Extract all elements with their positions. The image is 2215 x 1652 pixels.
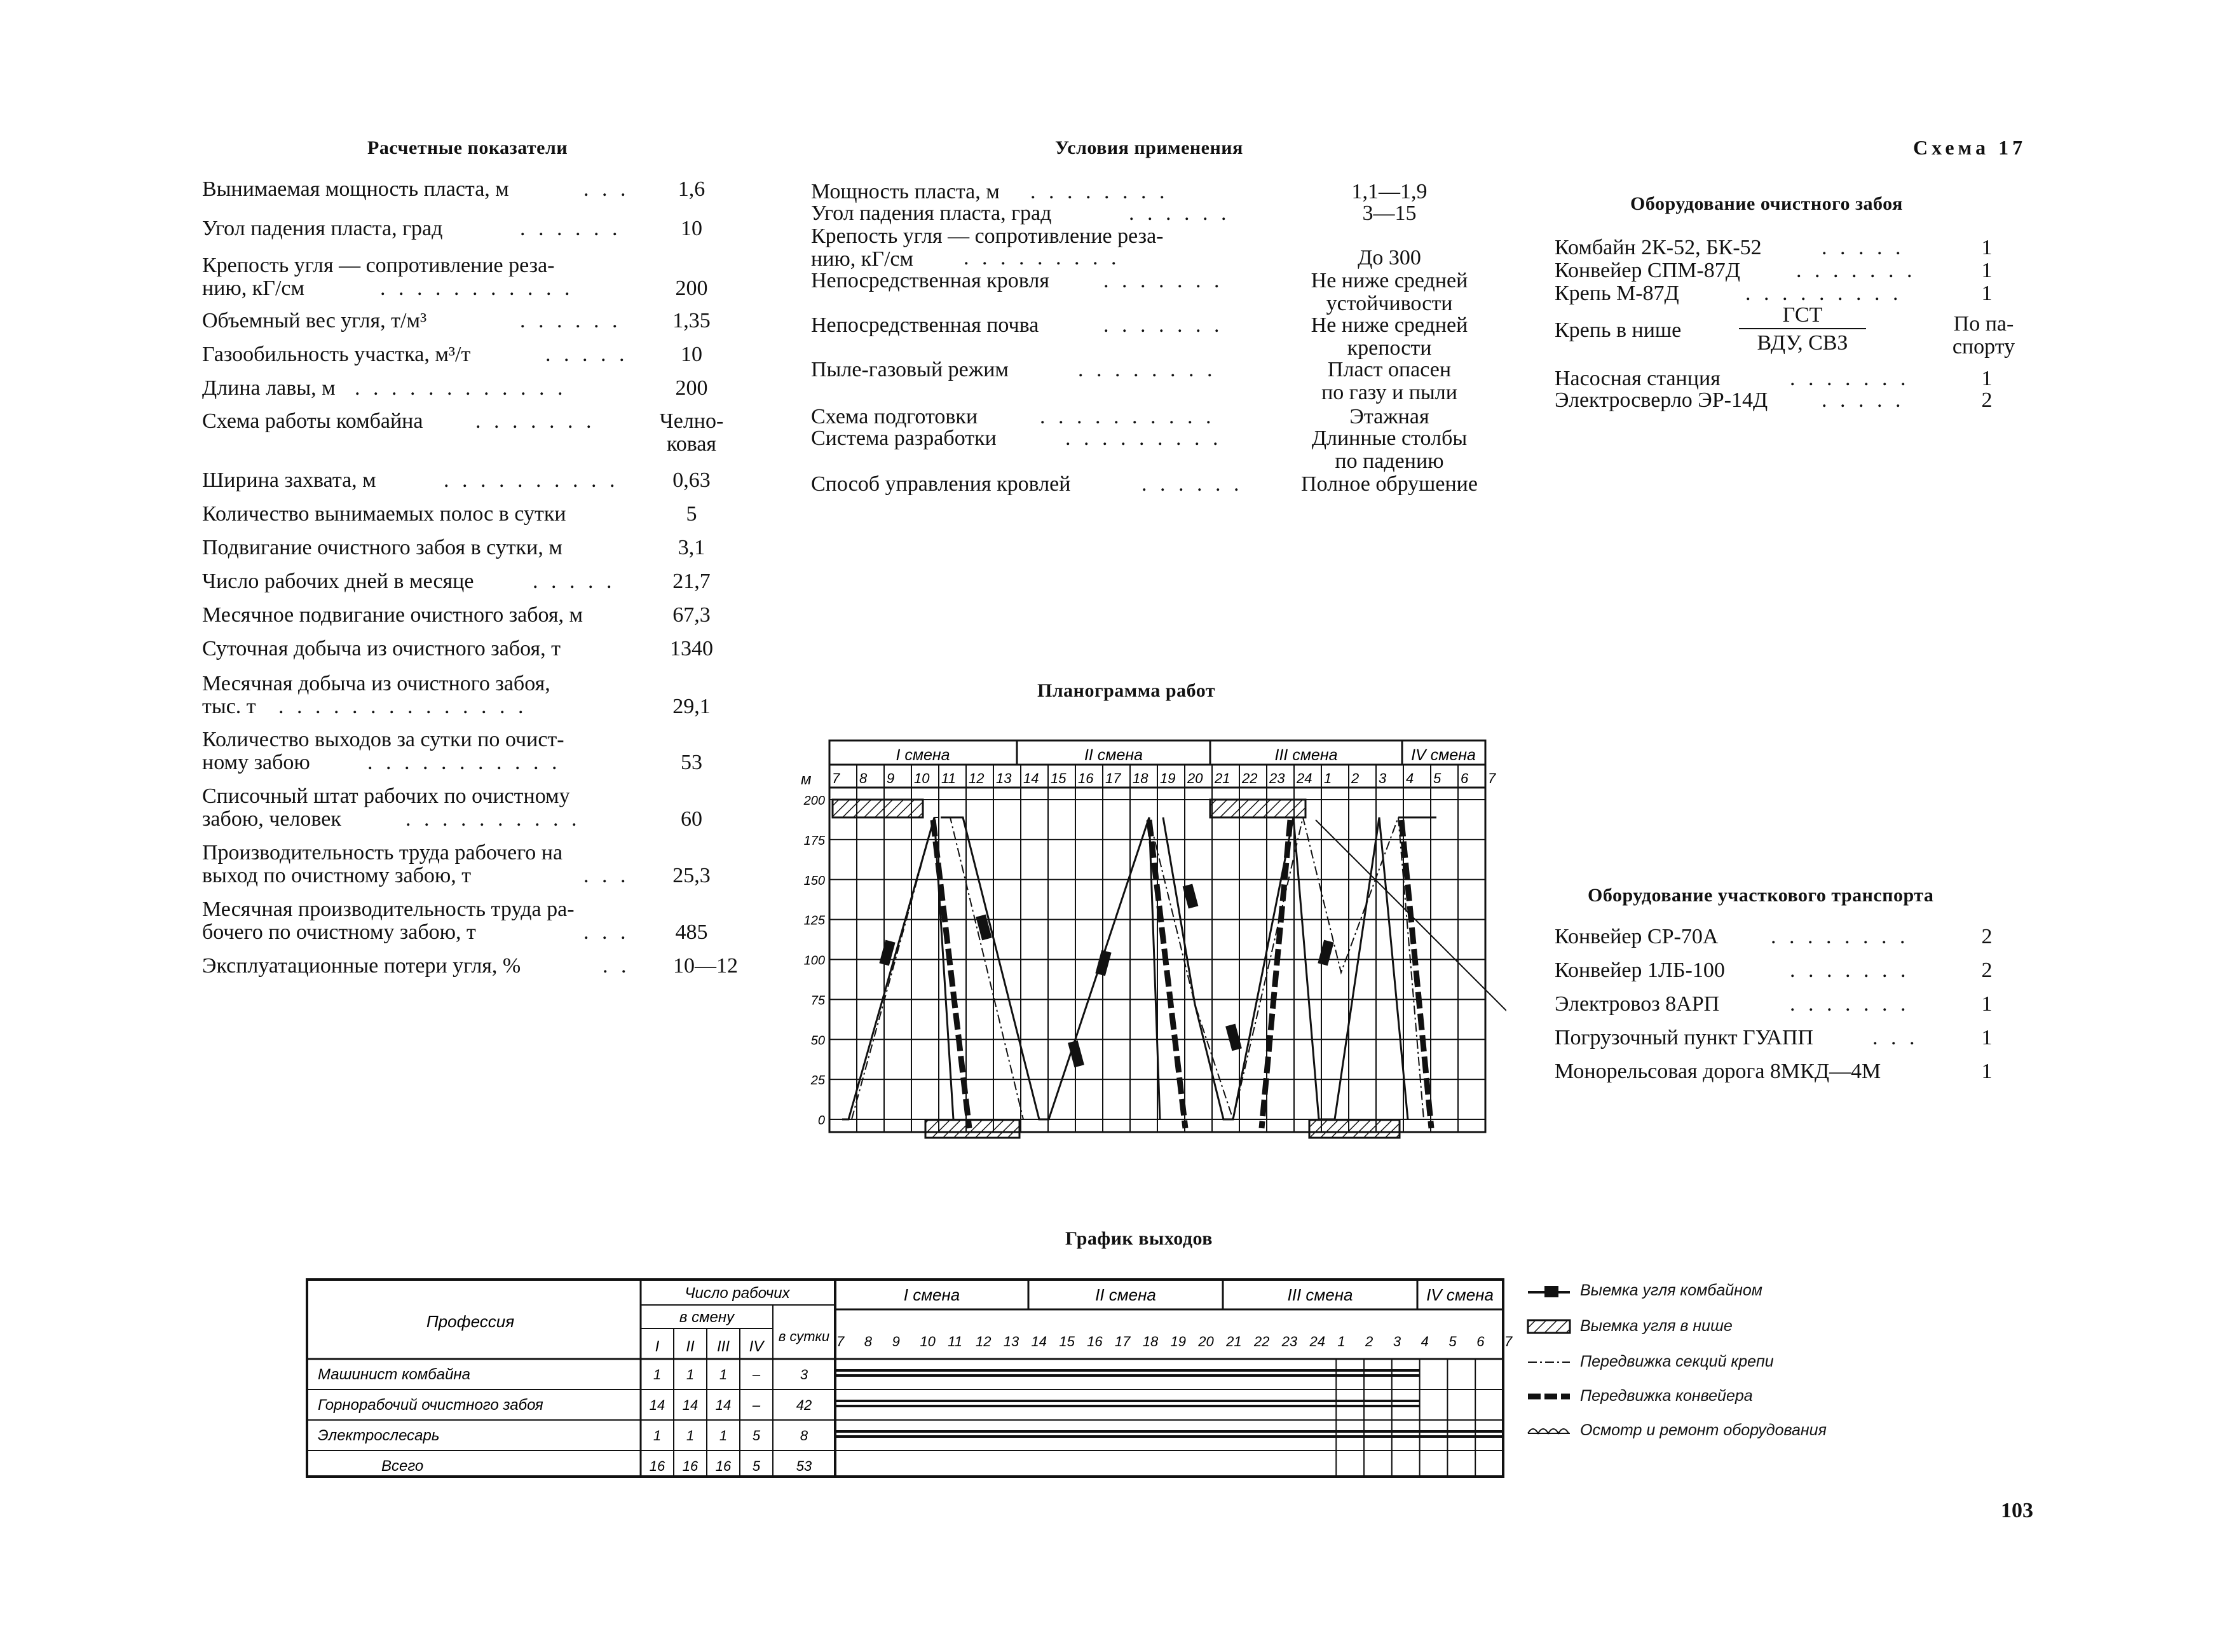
planogram-hour-label: 18 <box>1133 770 1148 786</box>
niche-hatch-bar <box>833 800 923 817</box>
calc-row: Газообильность участка, м³/т . . . . . 10 <box>202 343 702 366</box>
calc-row: Крепость угля — сопротивление реза- нию, кГ/см . . . . . . . . . . . 200 <box>202 254 708 300</box>
equipment-row: Крепь в нише ГСТ ВДУ, СВЗ По па- спорту <box>1555 303 2015 358</box>
planogram-hour-label: 3 <box>1379 770 1387 786</box>
legend-item: Осмотр и ремонт оборудования <box>1527 1421 1827 1440</box>
planogram-hour-label: 15 <box>1051 770 1067 786</box>
planogram-hour-label: 4 <box>1406 770 1414 786</box>
shift-chart-hour: 24 <box>1309 1334 1325 1349</box>
shift-chart-hour: 14 <box>1031 1334 1047 1349</box>
planogram-unit: м <box>801 771 812 788</box>
planogram-y-tick: 50 <box>810 1034 825 1048</box>
calc-row: Количество вынимаемых полос в сутки 5 <box>202 502 697 526</box>
planogram-hour-label: 14 <box>1023 770 1039 786</box>
shift-row-name: Электрослесарь <box>318 1427 440 1444</box>
shift-row-total: 8 <box>800 1428 808 1444</box>
calc-row: Суточная добыча из очистного забоя, т 1340 <box>202 637 713 660</box>
planogram-y-tick: 125 <box>803 913 825 928</box>
planogram-y-tick: 100 <box>803 953 825 968</box>
shift-chart-hour: 10 <box>920 1334 936 1349</box>
planogram-hour-label: 9 <box>887 770 895 786</box>
calc-row: Ширина захвата, м . . . . . . . . . . 0,63 <box>202 468 711 492</box>
shift-col-4: IV <box>749 1338 764 1355</box>
condition-row: Система разработки . . . . . . . . . Длинные столбы по падению <box>811 427 1468 473</box>
planogram-shift-3: III смена <box>1274 746 1338 764</box>
shift-chart-hour: 17 <box>1114 1334 1131 1349</box>
condition-row: Мощность пласта, м . . . . . . . . 1,1—1,9 <box>811 180 1428 203</box>
shift-row-count: 1 <box>719 1367 728 1382</box>
planogram-y-tick: 150 <box>803 873 825 888</box>
shift-chart-hour: 20 <box>1198 1334 1214 1349</box>
transport-heading: Оборудование участкового транспорта <box>1588 885 1934 906</box>
shift-chart-hour: 3 <box>1393 1334 1401 1349</box>
planogram-hour-label: 7 <box>832 770 840 786</box>
calc-heading: Расчетные показатели <box>367 137 568 158</box>
shift-row-count: – <box>752 1397 761 1413</box>
per-shift-header: в смену <box>679 1309 735 1326</box>
table-shift-4: IV смена <box>1426 1285 1494 1304</box>
planogram-hour-label: 17 <box>1105 770 1121 786</box>
table-shift-3: III смена <box>1287 1285 1353 1304</box>
condition-row: Крепость угля — сопротивление реза- нию, кГ/см . . . . . . . . . До 300 <box>811 224 1421 271</box>
condition-row: Схема подготовки . . . . . . . . . . Этажная <box>811 405 1429 428</box>
shift-row-count: 1 <box>719 1428 728 1444</box>
planogram-y-axis <box>803 794 826 1128</box>
transport-row: Монорельсовая дорога 8МКД—4М 1 <box>1555 1060 1993 1083</box>
shift-row-name: Всего <box>381 1457 424 1475</box>
shift-chart-hour: 7 <box>1504 1334 1513 1349</box>
planogram-hour-label: 7 <box>1488 770 1496 786</box>
planogram-y-tick: 25 <box>810 1074 825 1088</box>
conditions-heading: Условия применения <box>1055 137 1243 158</box>
niche-hatch-bar <box>1309 1120 1400 1138</box>
planogram-hour-label: 5 <box>1433 770 1441 786</box>
per-day-header: в сутки <box>778 1328 830 1344</box>
planogram-hour-label: 13 <box>996 770 1012 786</box>
equipment-row: Электросверло ЭР-14Д . . . . . 2 <box>1555 388 1993 412</box>
condition-row: Способ управления кровлей . . . . . . Полное обрушение <box>811 472 1478 496</box>
shift-row-total: 3 <box>800 1367 808 1382</box>
calc-row: Длина лавы, м . . . . . . . . . . . . 200 <box>202 376 708 400</box>
shift-row-name: Горнорабочий очистного забоя <box>318 1396 543 1414</box>
shift-row-count: 5 <box>752 1428 761 1444</box>
equipment-row: Крепь М-87Д . . . . . . . . . 1 <box>1555 282 1993 305</box>
planogram-heading: Планограмма работ <box>1037 680 1216 701</box>
calc-row: Месячная производительность труда ра- бочего по очистному забою, т . . . 485 <box>202 898 708 944</box>
shift-chart-hour: 5 <box>1448 1334 1457 1349</box>
shift-row-count: 1 <box>653 1367 662 1382</box>
shift-row-count: 16 <box>682 1458 699 1474</box>
planogram-hour-label: 24 <box>1297 770 1312 786</box>
shift-chart-table <box>305 1278 1513 1494</box>
shift-row-total: 53 <box>796 1458 812 1474</box>
planogram-hour-label: 16 <box>1078 770 1094 786</box>
condition-row: Непосредственная кровля . . . . . . . Не ниже средней устойчивости <box>811 269 1468 315</box>
combine-icon <box>1527 1282 1571 1300</box>
shift-row-count: 16 <box>649 1458 665 1474</box>
face-equipment-heading: Оборудование очистного забоя <box>1630 193 1903 214</box>
conveyor-icon <box>1527 1388 1571 1405</box>
shift-chart-hour: 6 <box>1476 1334 1485 1349</box>
planogram-y-tick: 0 <box>817 1114 825 1128</box>
calc-row: Производительность труда рабочего на выход по очистному забою, т . . . 25,3 <box>202 841 711 887</box>
planogram-y-tick: 200 <box>803 794 825 808</box>
planogram-shift-4: IV смена <box>1411 746 1476 764</box>
shifts-chart-heading: График выходов <box>1065 1228 1213 1249</box>
planogram-hour-label: 6 <box>1461 770 1469 786</box>
calc-row: Вынимаемая мощность пласта, м . . . 1,6 <box>202 177 705 201</box>
planogram-hour-label: 22 <box>1242 770 1258 786</box>
shift-chart-hour: 4 <box>1421 1334 1429 1349</box>
shift-row-count: 14 <box>715 1397 732 1413</box>
transport-row: Конвейер 1ЛБ-100 . . . . . . . 2 <box>1555 959 1993 982</box>
shift-chart-hour: 16 <box>1087 1334 1103 1349</box>
table-shift-1: I смена <box>903 1285 960 1304</box>
condition-row: Пыле-газовый режим . . . . . . . . Пласт опасен по газу и пыли <box>811 358 1457 404</box>
equipment-row: Комбайн 2К-52, БК-52 . . . . . 1 <box>1555 236 1993 259</box>
shift-row-total: 42 <box>796 1397 812 1413</box>
planogram-hour-label: 8 <box>859 770 868 786</box>
shift-chart-hour-labels <box>836 1334 1513 1349</box>
shift-chart-hour: 19 <box>1170 1334 1186 1349</box>
legend-item: Выемка угля в нише <box>1527 1317 1733 1335</box>
combine-work-lines <box>842 817 1436 1119</box>
legend <box>1527 1281 1908 1459</box>
planogram-hour-label: 10 <box>914 770 930 786</box>
planogram-diagram <box>788 731 1506 1150</box>
shift-row-count: 1 <box>686 1428 695 1444</box>
shift-row-count: 16 <box>715 1458 732 1474</box>
shift-col-3: III <box>716 1338 730 1355</box>
planogram-y-tick: 175 <box>803 833 825 848</box>
planogram-hour-label: 2 <box>1351 770 1360 786</box>
shift-col-1: I <box>655 1338 660 1355</box>
repair-wave-line <box>1316 820 1506 1112</box>
equipment-row: Конвейер СПМ-87Д . . . . . . . 1 <box>1555 259 1993 282</box>
planogram-hour-label: 20 <box>1187 770 1203 786</box>
shift-chart-hour: 18 <box>1142 1334 1159 1349</box>
planogram-shift-1: I смена <box>896 746 950 764</box>
shift-col-2: II <box>686 1338 695 1355</box>
calc-row: Схема работы комбайна . . . . . . . Челно- ковая <box>202 409 724 456</box>
calc-row: Число рабочих дней в месяце . . . . . 21,7 <box>202 570 711 593</box>
shift-row-count: 1 <box>653 1428 662 1444</box>
shift-row-count: 1 <box>686 1367 695 1382</box>
scheme-label: Схема 17 <box>1913 136 2027 159</box>
planogram-hour-labels <box>832 770 1496 786</box>
shift-row-count: 14 <box>649 1397 665 1413</box>
shift-chart-hour: 21 <box>1226 1334 1242 1349</box>
shift-row-count: – <box>752 1367 761 1382</box>
calc-row: Месячное подвигание очистного забоя, м 67,3 <box>202 603 711 627</box>
shift-chart-hour: 7 <box>836 1334 845 1349</box>
equipment-row: Насосная станция . . . . . . . 1 <box>1555 367 1993 390</box>
planogram-hour-label: 21 <box>1215 770 1230 786</box>
shift-chart-hour: 13 <box>1003 1334 1019 1349</box>
planogram-shift-2: II смена <box>1084 746 1143 764</box>
legend-item: Передвижка конвейера <box>1527 1387 1753 1405</box>
calc-row: Списочный штат рабочих по очистному забою, человек . . . . . . . . . . 60 <box>202 784 702 831</box>
planogram-hour-label: 23 <box>1269 770 1285 786</box>
shift-chart-hour: 22 <box>1253 1334 1270 1349</box>
niche-hatch-bar <box>925 1120 1019 1138</box>
planogram-grid <box>829 765 1485 1132</box>
planogram-hour-label: 12 <box>969 770 985 786</box>
transport-row: Погрузочный пункт ГУАПП . . . 1 <box>1555 1026 1993 1049</box>
table-shift-2: II смена <box>1095 1285 1156 1304</box>
condition-row: Угол падения пласта, град . . . . . . 3—15 <box>811 201 1417 225</box>
calc-row: Подвигание очистного забоя в сутки, м 3,1 <box>202 536 705 559</box>
wave-icon <box>1527 1422 1571 1440</box>
planogram-hour-label: 19 <box>1160 770 1176 786</box>
planogram-hour-label: 1 <box>1324 770 1332 786</box>
shift-chart-hour: 8 <box>864 1334 873 1349</box>
shift-chart-hour: 1 <box>1337 1334 1346 1349</box>
shift-chart-hour: 15 <box>1059 1334 1075 1349</box>
workers-header: Число рабочих <box>685 1285 790 1302</box>
condition-row: Непосредственная почва . . . . . . . Не ниже средней крепости <box>811 313 1468 360</box>
planogram-hour-label: 11 <box>941 770 956 786</box>
legend-item: Выемка угля комбайном <box>1527 1281 1762 1300</box>
shift-chart-hour: 11 <box>948 1334 963 1349</box>
profession-header: Профессия <box>426 1312 515 1331</box>
hatch-icon <box>1527 1318 1571 1335</box>
calc-row: Объемный вес угля, т/м³ . . . . . . 1,35 <box>202 309 711 332</box>
calc-row: Угол падения пласта, град . . . . . . 10 <box>202 217 702 240</box>
shift-chart-hour: 23 <box>1281 1334 1298 1349</box>
transport-row: Конвейер СР-70А . . . . . . . . 2 <box>1555 925 1993 948</box>
calc-row: Эксплуатационные потери угля, % . . 10—12 <box>202 954 738 978</box>
shift-row-count: 14 <box>682 1397 699 1413</box>
shift-row-count: 5 <box>752 1458 761 1474</box>
planogram-y-tick: 75 <box>810 993 825 1008</box>
shift-chart-hour: 2 <box>1365 1334 1373 1349</box>
page-number: 103 <box>2001 1499 2033 1522</box>
dash-dot-icon <box>1527 1353 1571 1371</box>
shift-row-name: Машинист комбайна <box>318 1366 470 1383</box>
calc-row: Количество выходов за сутки по очист- ному забою . . . . . . . . . . . 53 <box>202 728 702 774</box>
niche-hatch-bar <box>1210 800 1305 817</box>
shift-chart-hour: 12 <box>975 1334 992 1349</box>
calc-row: Месячная добыча из очистного забоя, тыс. т . . . . . . . . . . . . . . 29,1 <box>202 672 711 718</box>
shift-chart-hour: 9 <box>892 1334 900 1349</box>
transport-row: Электровоз 8АРП . . . . . . . 1 <box>1555 992 1993 1016</box>
legend-item: Передвижка секций крепи <box>1527 1353 1774 1371</box>
